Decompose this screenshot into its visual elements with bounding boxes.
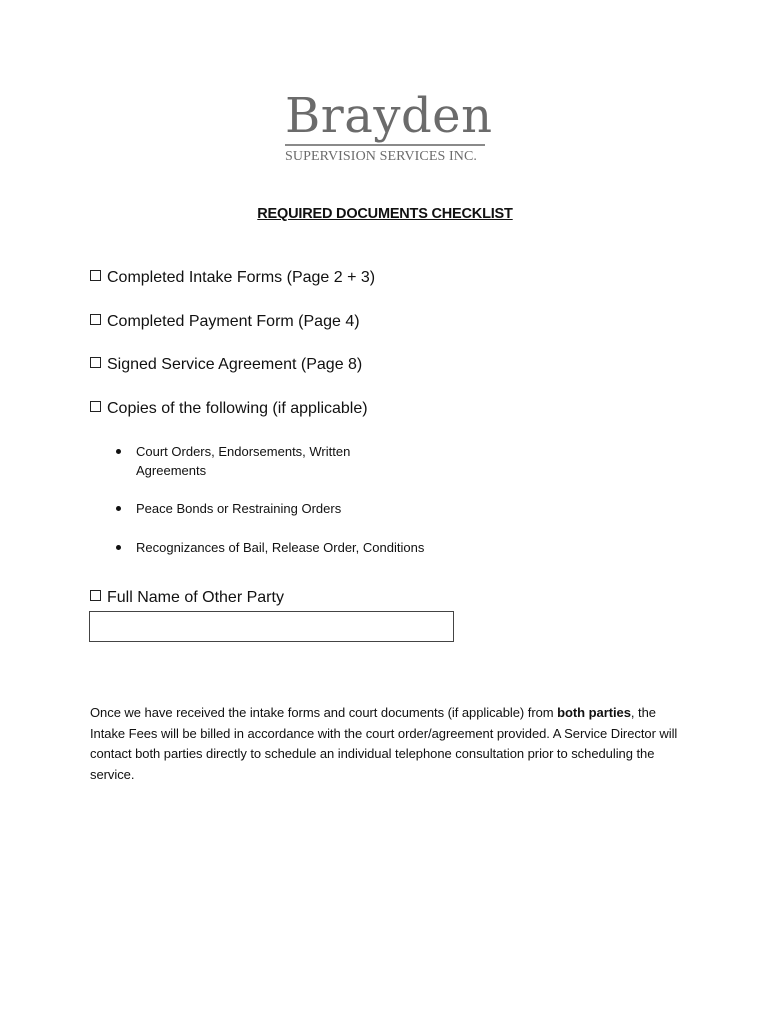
checklist-item-service-agreement[interactable] [90,354,362,376]
bullet-icon [116,506,121,511]
list-item-label: Peace Bonds or Restraining Orders [136,501,342,516]
intake-note [90,703,690,785]
checklist-item-copies[interactable] [90,398,368,420]
checkbox-icon[interactable] [90,401,101,412]
checklist-item-label: Copies of the following (if applicable) [107,400,368,417]
bullet-icon [116,449,121,454]
checklist-item-label: Signed Service Agreement (Page 8) [107,356,363,373]
checklist-item-label: Completed Intake Forms (Page 2 + 3) [107,269,376,286]
other-party-label: Full Name of Other Party [107,589,284,606]
logo-rule [285,144,485,146]
note-text-end: , the Intake Fees will be billed in accordance with the court order/agreement provided. A Service Director will contact both parties directly to schedule an individual telephone consultation prior to scheduling the service. [90,705,678,782]
checkbox-icon[interactable] [90,590,101,601]
company-logo [285,86,495,170]
bullet-icon [116,545,121,550]
other-party-name-input[interactable] [89,611,454,642]
logo-subtitle: SUPERVISION SERVICES INC. [285,149,478,164]
page-title: REQUIRED DOCUMENTS CHECKLIST [257,206,513,222]
checklist-item-payment-form[interactable] [90,311,360,333]
list-item-label: Recognizances of Bail, Release Order, Conditions [136,540,425,555]
checkbox-icon[interactable] [90,357,101,368]
logo-wordmark: Brayden [285,88,493,144]
note-text-bold: both parties [557,705,631,720]
checklist-item-other-party[interactable] [90,587,284,609]
checkbox-icon[interactable] [90,314,101,325]
list-item-label: Court Orders, Endorsements, Written Agreements [136,444,351,478]
checklist-item-label: Completed Payment Form (Page 4) [107,313,360,330]
note-text-start: Once we have received the intake forms and court documents (if applicable) from [90,705,558,720]
checkbox-icon[interactable] [90,270,101,281]
checklist-item-intake-forms[interactable] [90,267,375,289]
